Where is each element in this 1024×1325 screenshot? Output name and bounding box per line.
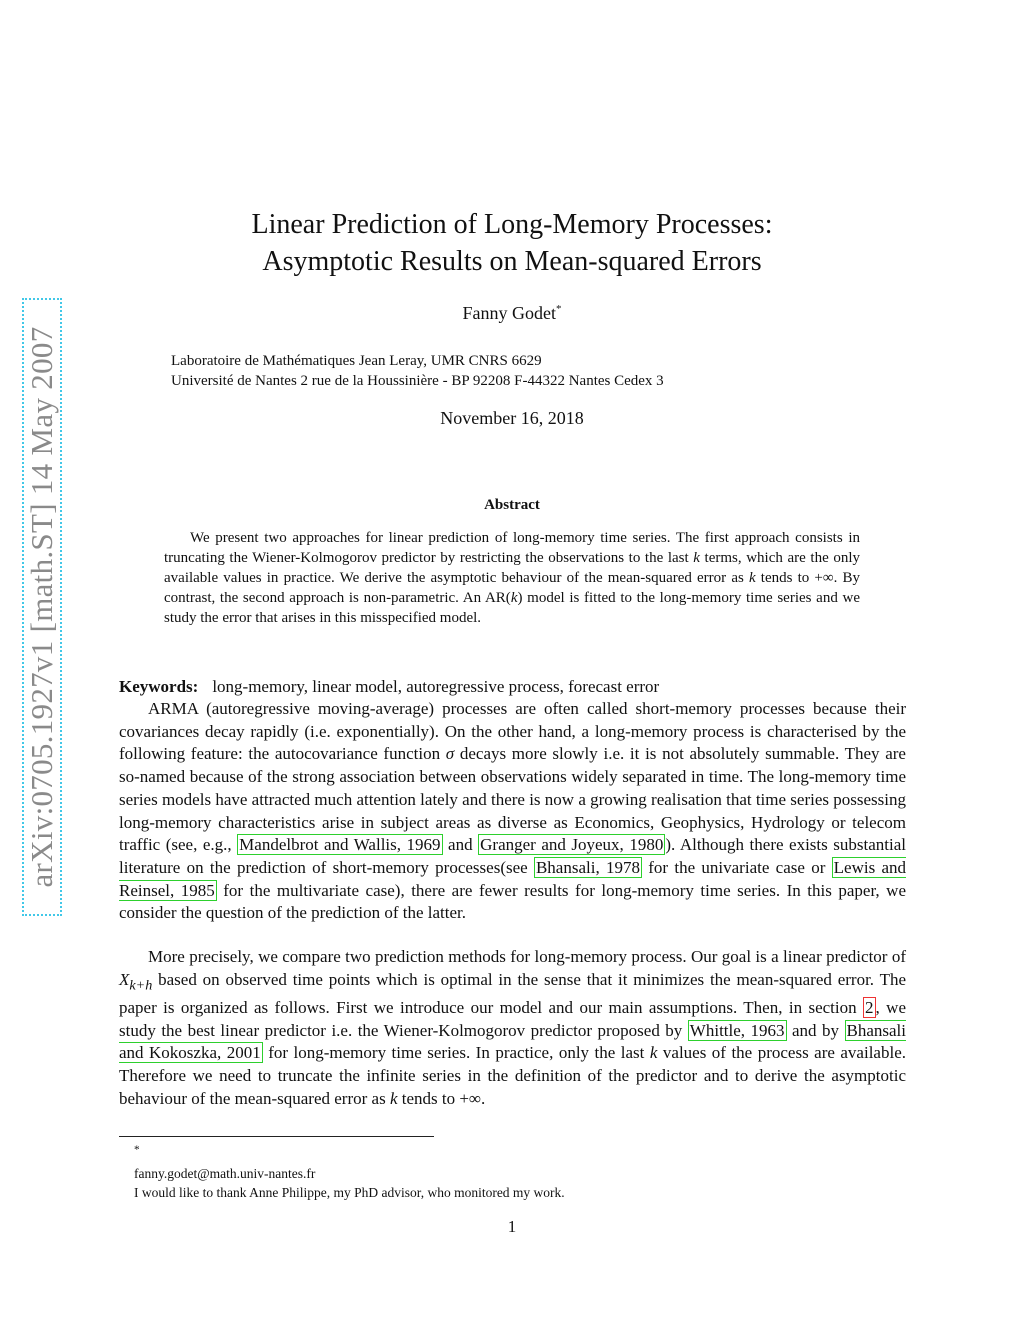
author-footnote-mark[interactable]: * — [556, 303, 562, 315]
x-variable: X — [119, 969, 130, 989]
citation-link[interactable]: Bhansali, 1978 — [535, 857, 640, 877]
paper-title — [0, 206, 1024, 280]
page-number: 1 — [507, 1217, 517, 1236]
title-line-2: Asymptotic Results on Mean-squared Errors — [262, 246, 762, 277]
affiliation — [171, 351, 664, 391]
citation-link[interactable]: Granger and Joyeux, 1980 — [480, 835, 664, 855]
footnote-rule — [119, 1136, 434, 1137]
footnote-acknowledgement: I would like to thank Anne Philippe, my PhD advisor, who monitored my work. — [134, 1184, 565, 1200]
affiliation-line-1: Laboratoire de Mathématiques Jean Leray, UMR CNRS 6629 — [171, 353, 542, 369]
abstract-text: We present two approaches for linear prediction of long-memory time series. The first approach consists in truncating the Wiener-Kolmogorov predictor by restricting the observations to the last k terms, which are the only available values in practice. We derive the asymptotic behaviour of the mean-squared error as k tends to +∞. By contrast, the second approach is non-parametric. An AR(k) model is fitted to the long-memory time series and we study the error that arises in this misspecified model. — [164, 530, 861, 626]
body-paragraph-1: ARMA (autoregressive moving-average) processes are often called short-memory processes because their covariances decay rapidly (i.e. exponentially). On the other hand, a long-memory process is characterised by the following feature: the autocovariance function σ decays more slowly i.e. it is not absolutely summable. They are so-named because of the strong association between observations widely separated in time. The long-memory time series models have attracted much attention lately and there is now a growing realisation that time series possessing long-memory characteristics arise in subject areas as diverse as Economics, Geophysics, Hydrology or telecom traffic (see, e.g., Mandelbrot and Wallis, 1969 and Granger and Joyeux, 1980 ). Although there exists substantial literature on the prediction of short-memory processes(see Bhansali, 1978 for the univariate case or Lewis and Reinsel, 1985 for the multivariate case), there are fewer results for long-memory time series. In this paper, we consider the question of the prediction of the latter. — [119, 699, 907, 923]
footnote-email: * fanny.godet@math.univ-nantes.fr — [134, 1144, 316, 1181]
section-reference-link[interactable]: 2 — [865, 997, 874, 1017]
keywords-text: long-memory, linear model, autoregressive process, forecast error — [212, 677, 660, 696]
abstract-heading: Abstract — [484, 497, 540, 513]
author — [0, 303, 1024, 324]
author-name: Fanny Godet — [462, 303, 556, 323]
affiliation-line-2: Université de Nantes 2 rue de la Houssinière - BP 92208 F-44322 Nantes Cedex 3 — [171, 373, 664, 389]
paper-date: November 16, 2018 — [440, 408, 584, 428]
arxiv-identifier[interactable]: arXiv:0705.1927v1 [math.ST] 14 May 2007 — [24, 326, 59, 888]
title-line-1: Linear Prediction of Long-Memory Processes: — [251, 209, 773, 240]
footnotes — [134, 1141, 565, 1202]
keywords — [119, 676, 906, 698]
sigma-symbol: σ — [445, 744, 455, 764]
citation-link[interactable]: Mandelbrot and Wallis, 1969 — [239, 835, 441, 855]
body-paragraph-2: More precisely, we compare two prediction methods for long-memory process. Our goal is a linear predictor of $X_{k+h}$ based on observed time points which is optimal in the sense that it minimizes the mean-squared error. The paper is organized as follows. First we introduce our model and our main assumptions. Then, in section 2 , we study the best linear predictor i.e. the Wiener-Kolmogorov predictor proposed by Whittle, 1963 and by Bhansali and Kokoszka, 2001 for long-memory time series. In practice, only the last k values of the process are available. Therefore we need to truncate the infinite series in the definition of the predictor and to derive the asymptotic behaviour of the mean-squared error as k tends to +∞. — [119, 947, 907, 1108]
citation-link[interactable]: Whittle, 1963 — [689, 1020, 785, 1040]
x-subscript: k+h — [129, 977, 153, 994]
keywords-label: Keywords: — [119, 677, 199, 696]
citation-link[interactable]: Lewis and Reinsel, 1985 — [119, 857, 907, 900]
citation-link[interactable]: Bhansali and Kokoszka, 2001 — [119, 1020, 907, 1063]
